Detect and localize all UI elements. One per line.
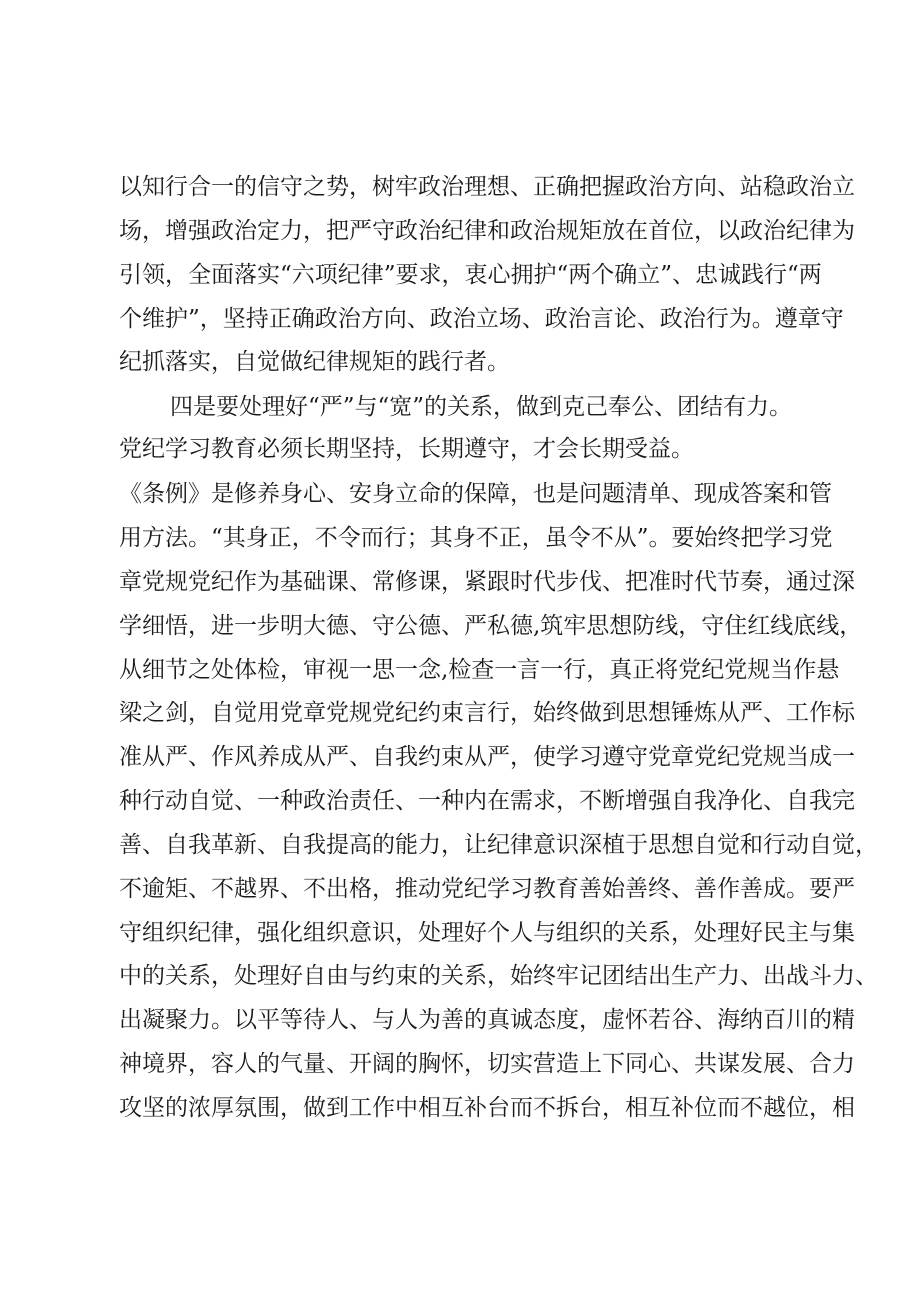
text-line: 从细节之处体检，审视一思一念,检查一言一行，真正将党纪党规当作悬 [119, 657, 840, 683]
text-line: 学细悟，进一步明大德、守公德、严私德,筑牢思想防线，守住红线底线， [119, 613, 863, 639]
text-line: 善、自我革新、自我提高的能力，让纪律意识深植于思想自觉和行动自觉， [119, 832, 878, 858]
text-line: 攻坚的浓厚氛围，做到工作中相互补台而不拆台，相互补位而不越位，相 [119, 1095, 855, 1121]
text-line: 用方法。“其身正，不令而行；其身不正，虽令不从”。要始终把学习党 [119, 525, 833, 551]
text-line: 章党规党纪作为基础课、常修课，紧跟时代步伐、把准时代节奏，通过深 [119, 569, 855, 595]
text-line: 中的关系，处理好自由与约束的关系，始终牢记团结出生产力、出战斗力、 [119, 963, 878, 989]
text-line: 不逾矩、不越界、不出格，推动党纪学习教育善始善终、善作善成。要严 [119, 876, 855, 902]
text-line: 种行动自觉、一种政治责任、一种内在需求，不断增强自我净化、自我完 [119, 788, 855, 814]
text-line: 以知行合一的信守之势，树牢政治理想、正确把握政治方向、站稳政治立 [119, 174, 855, 200]
text-line: 《条例》是修养身心、安身立命的保障，也是问题清单、现成答案和管 [119, 481, 832, 507]
paragraph-heading: 四是要处理好“严”与“宽”的关系，做到克己奉公、团结有力。 [170, 394, 793, 420]
text-line: 神境界，容人的气量、开阔的胸怀，切实营造上下同心、共谋发展、合力 [119, 1051, 855, 1077]
text-line: 纪抓落实，自觉做纪律规矩的践行者。 [119, 349, 510, 375]
text-line: 党纪学习教育必须长期坚持，长期遵守，才会长期受益。 [119, 436, 694, 462]
text-line: 个维护”，坚持正确政治方向、政治立场、政治言论、政治行为。遵章守 [119, 306, 844, 332]
text-line: 场，增强政治定力，把严守政治纪律和政治规矩放在首位，以政治纪律为 [119, 218, 855, 244]
text-line: 守组织纪律，强化组织意识，处理好个人与组织的关系，处理好民主与集 [119, 920, 855, 946]
text-line: 准从严、作风养成从严、自我约束从严，使学习遵守党章党纪党规当成一 [119, 744, 855, 770]
text-line: 梁之剑，自觉用党章党规党纪约束言行，始终做到思想锤炼从严、工作标 [119, 700, 855, 726]
text-line: 出凝聚力。以平等待人、与人为善的真诚态度，虚怀若谷、海纳百川的精 [119, 1007, 855, 1033]
text-line: 引领，全面落实“六项纪律”要求，衷心拥护“两个确立”、忠诚践行“两 [119, 262, 822, 288]
